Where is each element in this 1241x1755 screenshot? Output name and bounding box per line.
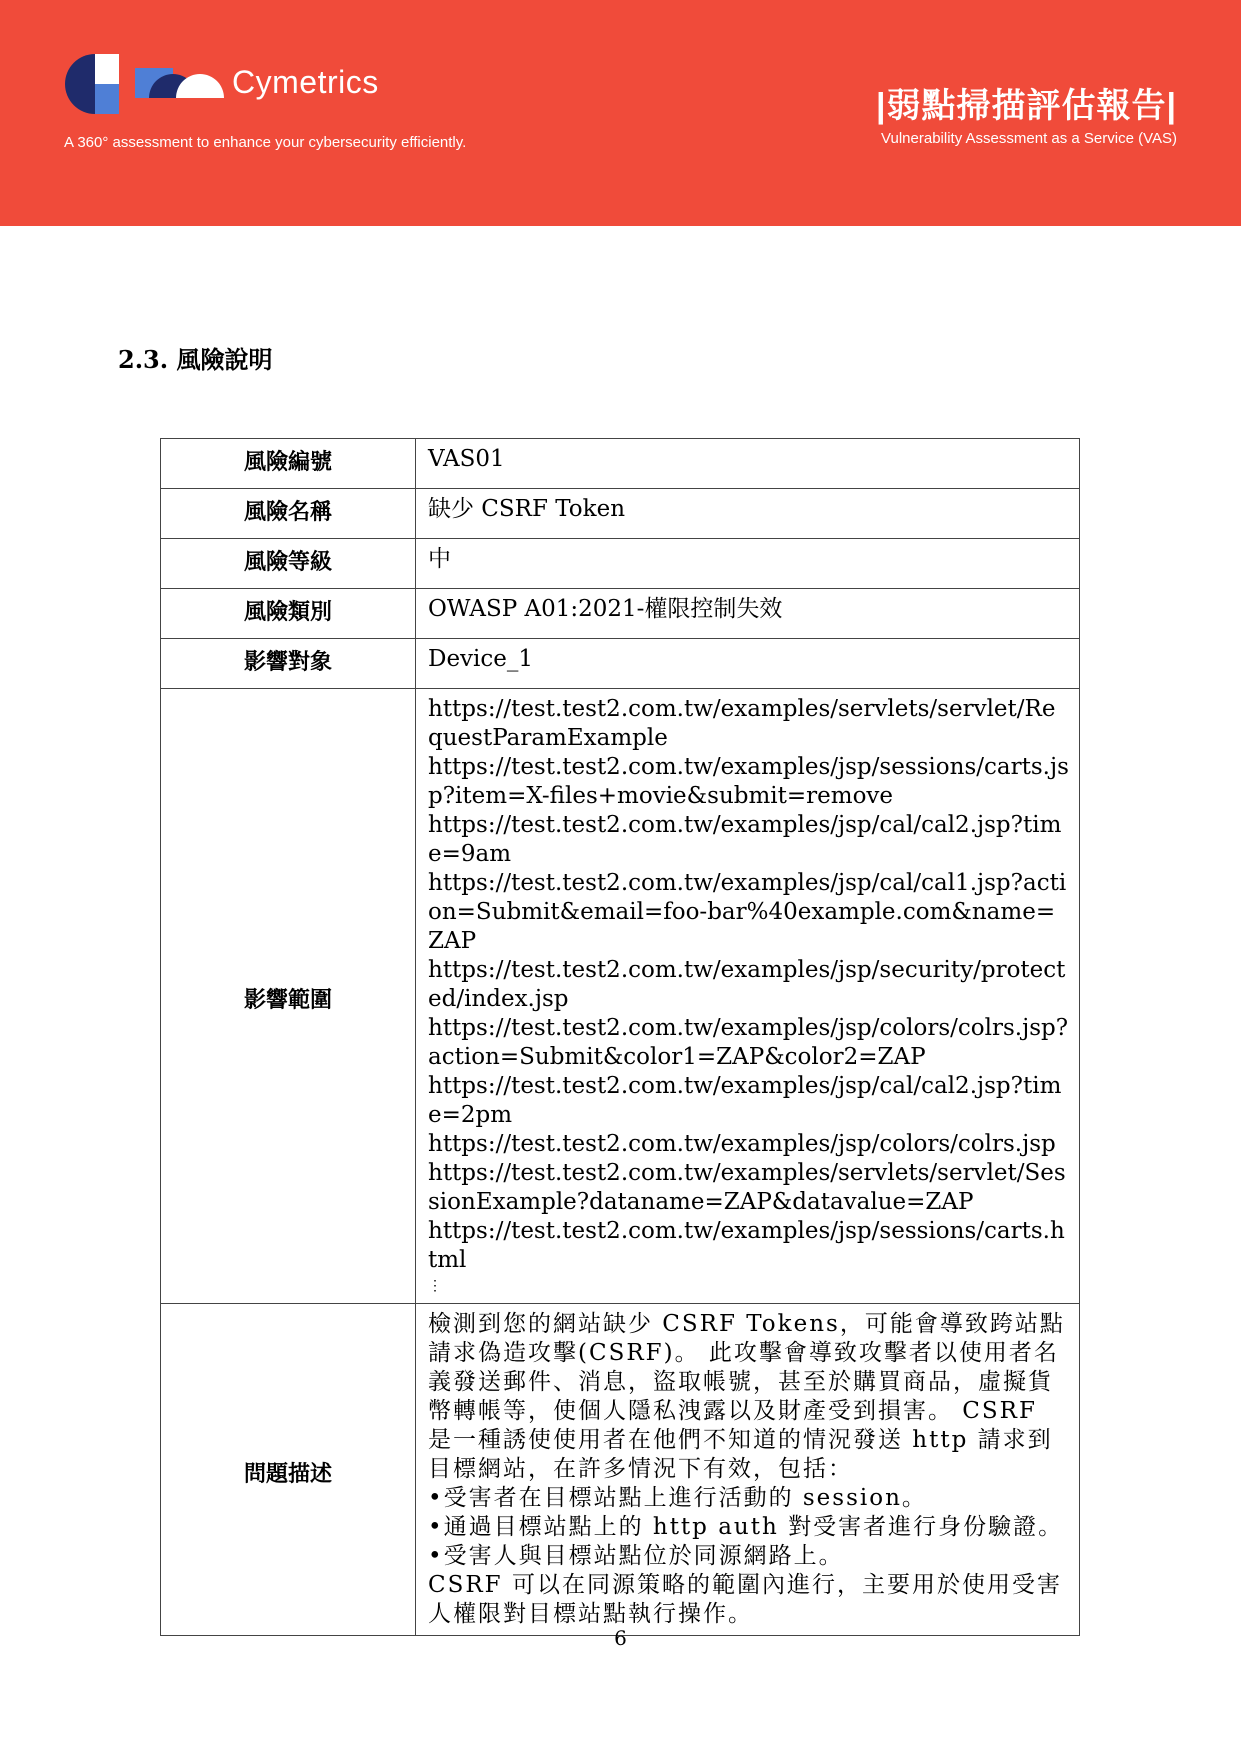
scope-url: https://test.test2.com.tw/examples/jsp/cal/cal1.jsp?action=Submit&email=foo-bar%40example.com&name=ZAP xyxy=(428,870,1067,954)
table-row xyxy=(161,489,1080,539)
description-bullet: •通過目標站點上的 http auth 對受害者進行身份驗證。 xyxy=(428,1514,1064,1540)
description-outro: CSRF 可以在同源策略的範圍內進行，主要用於使用受害人權限對目標站點執行操作。 xyxy=(428,1572,1062,1627)
scope-url: https://test.test2.com.tw/examples/jsp/sessions/carts.html xyxy=(428,1218,1065,1273)
table-row xyxy=(161,689,1080,1304)
risk-level-label: 風險等級 xyxy=(161,539,416,589)
table-row xyxy=(161,589,1080,639)
page-number: 6 xyxy=(614,1626,627,1650)
description-bullet: •受害者在目標站點上進行活動的 session。 xyxy=(428,1485,927,1511)
section-heading: 2.3. 風險說明 xyxy=(118,345,273,374)
cymetrics-logo-icon xyxy=(64,52,224,114)
report-title: |弱點掃描評估報告| xyxy=(875,87,1177,125)
scope-url: https://test.test2.com.tw/examples/jsp/cal/cal2.jsp?time=2pm xyxy=(428,1073,1062,1128)
scope-url: https://test.test2.com.tw/examples/jsp/sessions/carts.jsp?item=X-files+movie&submit=remove xyxy=(428,754,1069,809)
risk-name-label: 風險名稱 xyxy=(161,489,416,539)
brand-name: Cymetrics xyxy=(232,64,379,100)
affected-scope-label: 影響範圍 xyxy=(161,689,416,1304)
report-header-banner xyxy=(0,0,1241,226)
table-row xyxy=(161,639,1080,689)
scope-more-ellipsis: ⋮ xyxy=(428,1278,442,1294)
table-row xyxy=(161,539,1080,589)
problem-description xyxy=(416,1304,1080,1636)
scope-url: https://test.test2.com.tw/examples/jsp/security/protected/index.jsp xyxy=(428,957,1066,1012)
report-subtitle: Vulnerability Assessment as a Service (VAS) xyxy=(881,130,1177,147)
scope-url: https://test.test2.com.tw/examples/jsp/cal/cal2.jsp?time=9am xyxy=(428,812,1062,867)
risk-id-value: VAS01 xyxy=(416,439,1080,489)
scope-url: https://test.test2.com.tw/examples/servlets/servlet/RequestParamExample xyxy=(428,696,1056,751)
affected-target-value: Device_1 xyxy=(416,639,1080,689)
affected-target-label: 影響對象 xyxy=(161,639,416,689)
risk-category-value: OWASP A01:2021-權限控制失效 xyxy=(416,589,1080,639)
affected-scope-list xyxy=(416,689,1080,1304)
brand-tagline: A 360° assessment to enhance your cybersecurity efficiently. xyxy=(64,134,467,151)
scope-url: https://test.test2.com.tw/examples/jsp/colors/colrs.jsp?action=Submit&color1=ZAP&color2=ZAP xyxy=(428,1015,1069,1070)
description-bullet: •受害人與目標站點位於同源網路上。 xyxy=(428,1543,844,1569)
risk-id-label: 風險編號 xyxy=(161,439,416,489)
table-row xyxy=(161,1304,1080,1636)
risk-name-value: 缺少 CSRF Token xyxy=(416,489,1080,539)
scope-url: https://test.test2.com.tw/examples/servlets/servlet/SessionExample?dataname=ZAP&datavalue=ZAP xyxy=(428,1160,1066,1215)
risk-category-label: 風險類別 xyxy=(161,589,416,639)
risk-level-value: 中 xyxy=(416,539,1080,589)
scope-url: https://test.test2.com.tw/examples/jsp/colors/colrs.jsp xyxy=(428,1131,1056,1157)
description-intro: 檢測到您的網站缺少 CSRF Tokens，可能會導致跨站點請求偽造攻擊(CSRF)。 此攻擊會導致攻擊者以使用者名義發送郵件、消息，盜取帳號，甚至於購買商品，虛擬貨幣轉帳等，使個人隱私洩露以及財產受到損害。 CSRF 是一種誘使使用者在他們不知道的情況發送 http 請求到目標網站，在許多情況下有效，包括： xyxy=(428,1311,1065,1482)
problem-description-label: 問題描述 xyxy=(161,1304,416,1636)
table-row xyxy=(161,439,1080,489)
risk-table xyxy=(160,438,1080,1636)
